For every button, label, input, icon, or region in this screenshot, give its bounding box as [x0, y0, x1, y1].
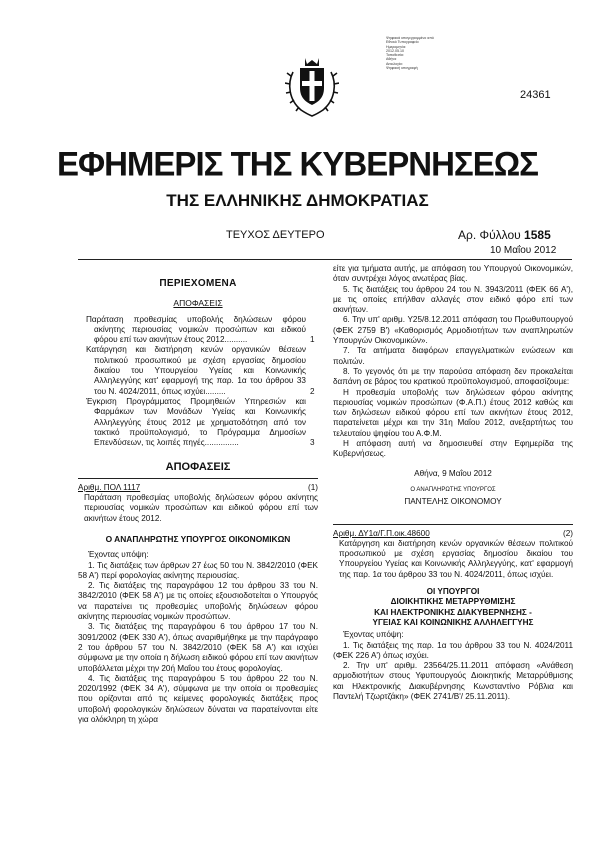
decision-1-considering: Έχοντας υπόψη: — [88, 550, 149, 560]
decision-2-minister-line: ΥΓΕΙΑΣ ΚΑΙ ΚΟΙΝΩΝΙΚΗΣ ΑΛΛΗΛΕΓΓΥΗΣ — [372, 617, 534, 627]
decision-1-seq: (1) — [307, 482, 318, 492]
stamp-line: Ψηφιακή υπογραφή — [386, 66, 418, 71]
toc-item-text: Κατάργηση και διατήρηση κενών οργανικών θέσεων πολιτικού προσωπικού με σχέση εργασίας δημοσίου δικαίου του Υπουργείου Υγείας και Κοινωνικής Αλληλεγγύης κατ' εφαρμογή της παρ. 1α του άρθρου 33 του Ν. 4024/2011, όπως ισχύει — [86, 345, 306, 396]
decision-2-number-row — [333, 529, 573, 539]
coat-of-arms-icon — [285, 54, 339, 118]
stamp-line: Εθνικό Τυπογραφείο — [386, 40, 419, 45]
issue-label: ΤΕΥΧΟΣ ΔΕΥΤΕΡΟ — [226, 229, 325, 241]
toc-subheading: ΑΠΟΦΑΣΕΙΣ — [173, 298, 223, 309]
stamp-line: Ψηφιακά υπογεγραμμένο από — [386, 36, 434, 40]
decision-1-place-date: Αθήνα, 9 Μαΐου 2012 — [414, 468, 492, 478]
left-column — [78, 265, 318, 725]
decision-1-para: 2. Τις διατάξεις της παραγράφου 12 του άρθρου 33 του Ν. 3842/2010 (ΦΕΚ 58 Α') με τις οποίες εξουσιοδοτείται ο Υπουργός να παρατείνει τις προθεσμίες υποβολής δηλώσεων φόρου ακίνητης περιουσίας νομικών προσώπων. — [78, 581, 318, 622]
header-divider — [78, 259, 572, 260]
toc-heading: ΠΕΡΙΕΧΟΜΕΝΑ — [159, 278, 237, 289]
page-number: 24361 — [520, 89, 551, 101]
toc-item-text: Παράταση προθεσμίας υποβολής δηλώσεων φόρου ακίνητης περιουσίας νομικών προσώπων και ειδικού φόρου επί των ακινήτων έτους 2012 — [86, 314, 306, 345]
decision-1-number: Αριθμ. ΠΟΛ 1117 — [78, 482, 141, 492]
gazette-subtitle: ΤΗΣ ΕΛΛΗΝΙΚΗΣ ΔΗΜΟΚΡΑΤΙΑΣ — [166, 191, 429, 210]
decision-2-minister-line: ΚΑΙ ΗΛΕΚΤΡΟΝΙΚΗΣ ΔΙΑΚΥΒΕΡΝΗΣΗΣ - — [374, 607, 532, 617]
digital-signature-stamp — [386, 36, 456, 70]
decision-1-para-cont: 6. Την υπ' αριθμ. Υ25/8.12.2011 απόφαση του Πρωθυπουργού (ΦΕΚ 2759 Β') «Καθορισμός Αρμοδιοτήτων των αναπληρωτών Υπουργών Οικονομικών». — [333, 315, 573, 346]
stamp-line: Αιτιολογία: — [386, 61, 403, 66]
stamp-line: 2012.05.10 — [386, 48, 404, 53]
decision-2-number: Αριθμ. ΔΥ1α/Γ.Π.οικ.48600 — [333, 528, 430, 538]
toc-item[interactable]: Έγκριση Προγράμματος Προμηθειών Υπηρεσιών και Φαρμάκων των Μονάδων Υγείας και Κοινωνικής Αλληλεγγύης έτους 2012 με χρηματοδότηση από τον τακτικό προϋπολογισμό, το Πρόγραμμα Δημοσίων Επενδύσεων, τις λοιπές πηγές............... 3 — [86, 396, 315, 448]
decision-1-para-cont: Η προθεσμία υποβολής των δηλώσεων φόρου ακίνητης περιουσίας νομικών προσώπων (Φ.Α.Π.) έτους 2012 καθώς και των δηλώσεων ειδικού φόρου επί των ακινήτων έτους 2012, παρατείνεται μέχρι και την 31η Μαΐου 2012, ανεξαρτήτως του τελευταίου ψηφίου του Α.Φ.Μ. — [333, 387, 573, 438]
stamp-line: Αθήνα — [386, 57, 397, 62]
decision-1-para-cont: Η απόφαση αυτή να δημοσιευθεί στην Εφημερίδα της Κυβερνήσεως. — [333, 439, 573, 459]
decision-2-considering: Έχοντας υπόψη: — [343, 630, 404, 640]
decisions-heading: ΑΠΟΦΑΣΕΙΣ — [165, 461, 231, 474]
decision-1-minister: Ο ΑΝΑΠΛΗΡΩΤΗΣ ΥΠΟΥΡΓΟΣ ΟΙΚΟΝΟΜΙΚΩΝ — [105, 533, 291, 544]
toc-item-text: Έγκριση Προγράμματος Προμηθειών Υπηρεσιών και Φαρμάκων των Μονάδων Υγείας και Κοινωνικής Αλληλεγγύης έτους 2012 με χρηματοδότηση από τον τακτικό προϋπολογισμό, το Πρόγραμμα Δημοσίων Επενδύσεων, τις λοιπές πηγές — [86, 396, 306, 448]
decision-1-para-cont: είτε για τμήματα αυτής, με απόφαση του Υπουργού Οικονομικών, όταν συντρέχει λόγος ανωτέρας βίας. — [333, 264, 573, 284]
gazette-title: ΕΦΗΜΕΡΙΣ ΤΗΣ ΚΥΒΕΡΝΗΣΕΩΣ — [57, 144, 538, 183]
decision-2-title: Κατάργηση και διατήρηση κενών οργανικών θέσεων πολιτικού προσωπικού με σχέση εργασίας δημοσίου δικαίου του Υπουργείου Υγείας και Κοινωνικής Αλληλεγγύης, κατ' εφαρμογή της παρ. 1α του άρθρου 33 του Ν. 4024/2011, όπως ισχύει. — [339, 538, 573, 579]
decision-2-seq: (2) — [562, 528, 573, 538]
stamp-line: Ημερομηνία: — [386, 44, 407, 49]
sheet-value: 1585 — [524, 228, 551, 242]
decision-1-number-row — [78, 483, 318, 493]
decision-1-para: 3. Τις διατάξεις της παραγράφου 6 του άρθρου 17 του Ν. 3091/2002 (ΦΕΚ 330 Α'), όπως αναριθμήθηκε με την παράγραφο 2 του άρθρου 57 του Ν. 3842/2010 (ΦΕΚ 58 Α') και ισχύει σύμφωνα με την οποία η δήλωση ειδικού φόρου επί των ακινήτων υποβάλλεται μέχρι την 20ή Μαΐου του έτους φορολογίας. — [78, 622, 318, 673]
decision-2-minister-line: ΟΙ ΥΠΟΥΡΓΟΙ — [426, 587, 480, 597]
sheet-number — [458, 228, 551, 242]
decision-1-para-cont: 5. Τις διατάξεις του άρθρου 24 του Ν. 3943/2011 (ΦΕΚ 66 Α'), με τις οποίες επήλθαν αλλαγές στον ειδικό φόρο επί των ακινήτων. — [333, 284, 573, 315]
issue-date: 10 Μαΐου 2012 — [490, 245, 557, 256]
decision-2-minister-line: ΔΙΟΙΚΗΤΙΚΗΣ ΜΕΤΑΡΡΥΘΜΙΣΗΣ — [390, 597, 516, 607]
right-column — [333, 264, 573, 702]
decision-1-para: 4. Τις διατάξεις της παραγράφου 5 του άρθρου 22 του Ν. 2020/1992 (ΦΕΚ 34 Α'), σύμφωνα με την οποία οι προθεσμίες που ορίζονται από τις κείμενες φορολογικές διατάξεις προς υποβολή φορολογικών δηλώσεων δύναται να παρατείνονται είτε για ολόκληρη τη χώρα — [78, 673, 318, 724]
decision-2-ministers — [333, 587, 573, 628]
decision-1-para-cont: 8. Το γεγονός ότι με την παρούσα απόφαση δεν προκαλείται δαπάνη σε βάρος του κρατικού προϋπολογισμού, αποφασίζουμε: — [333, 366, 573, 387]
decision-1-signer-name: ΠΑΝΤΕΛΗΣ ΟΙΚΟΝΟΜΟΥ — [404, 497, 502, 507]
decision-2-para: 2. Την υπ' αριθμ. 23564/25.11.2011 απόφαση «Ανάθεση αρμοδιοτήτων στους Υφυπουργούς Διοικητικής Μεταρρύθμισης και Ηλεκτρονικής Διακυβέρνησης Κωνσταντίνο Ρόβλια και Παντελή Τζωρτζάκη» (ΦΕΚ 2741/Β'/ 25.11.2011). — [333, 661, 573, 701]
sheet-label: Αρ. Φύλλου — [458, 228, 521, 242]
decision-2-para: 1. Τις διατάξεις της παρ. 1α του άρθρου 33 του Ν. 4024/2011 (ΦΕΚ 226 Α') όπως ισχύει. — [333, 640, 573, 660]
stamp-line: Τοποθεσία: — [386, 53, 404, 58]
decision-divider — [333, 524, 573, 525]
decision-1-para: 1. Τις διατάξεις των άρθρων 27 έως 50 του Ν. 3842/2010 (ΦΕΚ 58 Α') περί φορολογίας ακίνητης περιουσίας. — [78, 560, 318, 580]
decision-1-signer-role: Ο ΑΝΑΠΛΗΡΩΤΗΣ ΥΠΟΥΡΓΟΣ — [410, 486, 496, 493]
decision-1-title: Παράταση προθεσμίας υποβολής δηλώσεων φόρου ακίνητης περιουσίας νομικών προσώπων και ειδικού φόρου επί των ακινήτων έτους 2012. — [84, 493, 318, 523]
decision-1-para-cont: 7. Τα αιτήματα διαφόρων επαγγελματικών ενώσεων και πολιτών. — [333, 346, 573, 366]
section-divider — [78, 478, 318, 479]
toc-item[interactable]: Κατάργηση και διατήρηση κενών οργανικών θέσεων πολιτικού προσωπικού με σχέση εργασίας δημοσίου δικαίου του Υπουργείου Υγείας και Κοινωνικής Αλληλεγγύης κατ' εφαρμογή της παρ. 1α του άρθρου 33 του Ν. 4024/2011, όπως ισχύει......... 2 — [86, 345, 315, 396]
toc-item[interactable]: Παράταση προθεσμίας υποβολής δηλώσεων φόρου ακίνητης περιουσίας νομικών προσώπων και ειδικού φόρου επί των ακινήτων έτους 2012.......... 1 — [86, 314, 315, 345]
